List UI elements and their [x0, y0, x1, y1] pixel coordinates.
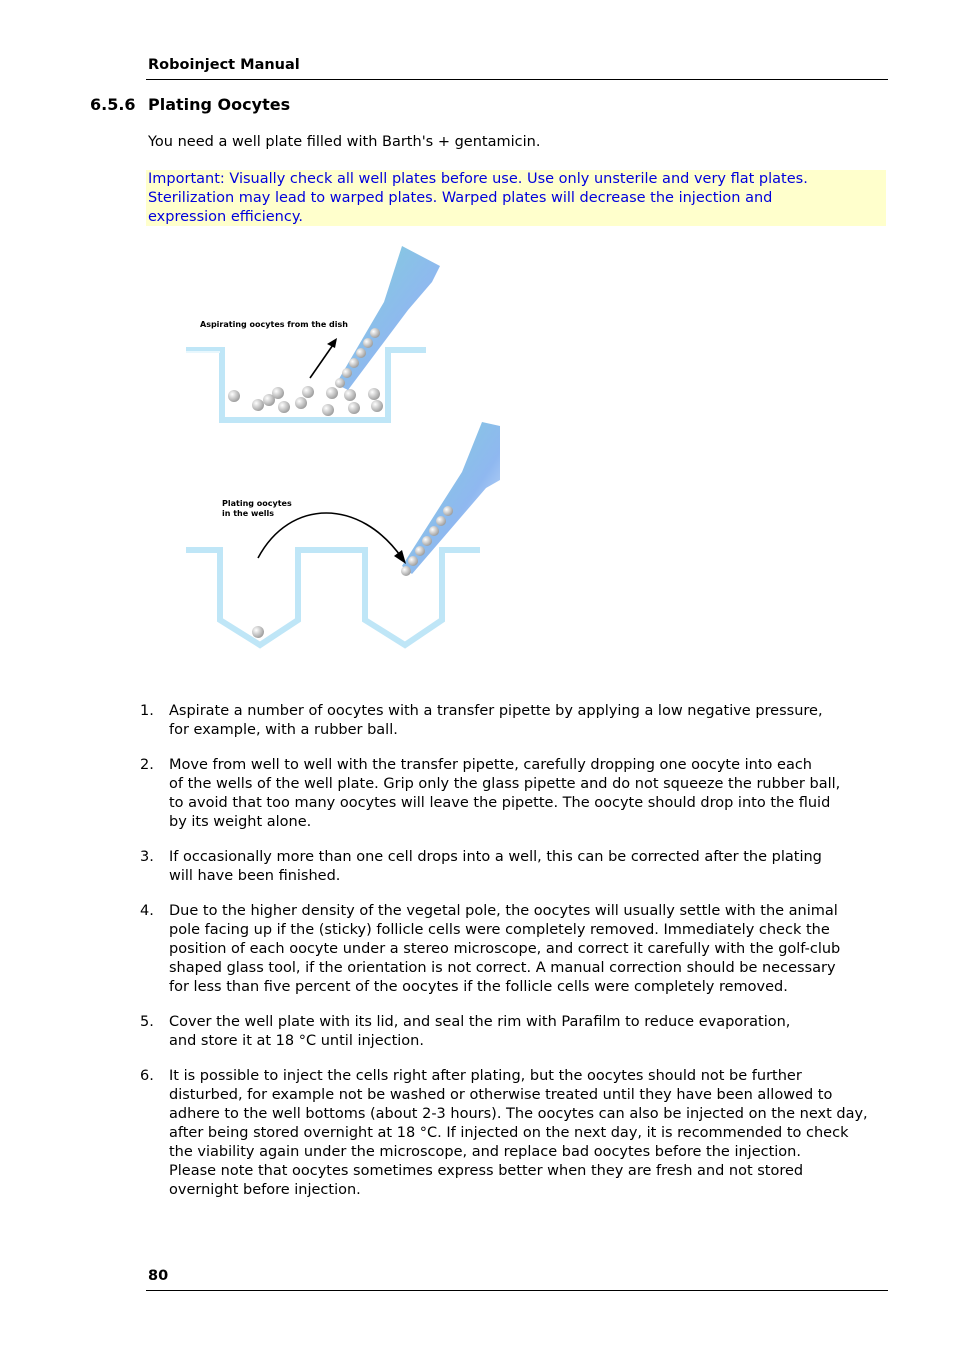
- note-line: Sterilization may lead to warped plates. Warped plates will decrease the injection and: [148, 190, 773, 206]
- step-line: disturbed, for example not be washed or otherwise treated until they have been allowed to: [169, 1087, 833, 1103]
- footer-rule: [146, 1290, 888, 1291]
- step-line: after being stored overnight at 18 °C. If injected on the next day, it is recommended to check: [169, 1125, 849, 1141]
- intro-paragraph: You need a well plate filled with Barth's + gentamicin.: [148, 134, 541, 150]
- page-number: 80: [148, 1268, 169, 1284]
- step-number: 6.: [140, 1068, 154, 1084]
- step-item: [140, 1067, 890, 1200]
- step-line: the viability again under the microscope, and replace bad oocytes before the injection.: [169, 1144, 801, 1160]
- step-line: shaped glass tool, if the orientation is not correct. A manual correction should be necessary: [169, 960, 836, 976]
- step-item: [140, 756, 890, 832]
- step-line: Aspirate a number of oocytes with a transfer pipette by applying a low negative pressure,: [169, 703, 823, 719]
- label-plating-line1: Plating oocytes: [222, 499, 292, 508]
- step-line: Move from well to well with the transfer pipette, carefully dropping one oocyte into each: [169, 757, 812, 773]
- label-plating-line2: in the wells: [222, 509, 275, 518]
- step-line: Due to the higher density of the vegetal pole, the oocytes will usually settle with the animal: [169, 903, 838, 919]
- step-item: [140, 1013, 890, 1051]
- running-header-title: Roboinject Manual: [148, 57, 300, 73]
- step-line: for example, with a rubber ball.: [169, 722, 398, 738]
- step-line: adhere to the well bottoms (about 2-3 hours). The oocytes can also be injected on the next day,: [169, 1106, 868, 1122]
- step-line: by its weight alone.: [169, 814, 312, 830]
- step-item: [140, 702, 890, 740]
- oocyte-in-well: [252, 626, 264, 638]
- oocytes-in-dish: [228, 386, 383, 416]
- step-line: Cover the well plate with its lid, and seal the rim with Parafilm to reduce evaporation,: [169, 1014, 791, 1030]
- important-note-box: [146, 170, 886, 226]
- section-title: Plating Oocytes: [148, 95, 291, 114]
- header-rule: [146, 79, 888, 80]
- step-item: [140, 902, 890, 997]
- step-line: overnight before injection.: [169, 1182, 361, 1198]
- step-line: pole facing up if the (sticky) follicle cells were completely removed. Immediately check the: [169, 922, 830, 938]
- section-heading: [90, 95, 290, 114]
- label-aspirating: Aspirating oocytes from the dish: [200, 320, 348, 329]
- step-line: of the wells of the well plate. Grip only the glass pipette and do not squeeze the rubber ball,: [169, 776, 841, 792]
- step-number: 4.: [140, 903, 154, 919]
- plating-illustration: [180, 240, 510, 660]
- step-line: and store it at 18 °C until injection.: [169, 1033, 424, 1049]
- step-line: will have been finished.: [169, 868, 341, 884]
- section-number: 6.5.6: [90, 95, 136, 114]
- note-line: Important: Visually check all well plates before use. Use only unsterile and very flat plates.: [148, 171, 808, 187]
- step-line: If occasionally more than one cell drops into a well, this can be corrected after the plating: [169, 849, 822, 865]
- step-item: [140, 848, 890, 886]
- well-plate-wells: [186, 550, 480, 645]
- procedure-steps: [140, 702, 890, 1200]
- aspirate-arrow: [310, 338, 337, 378]
- step-number: 2.: [140, 757, 154, 773]
- step-line: to avoid that too many oocytes will leave the pipette. The oocyte should drop into the fluid: [169, 795, 831, 811]
- step-number: 3.: [140, 849, 154, 865]
- step-number: 1.: [140, 703, 154, 719]
- plating-arrow: [258, 513, 406, 564]
- step-line: It is possible to inject the cells right after plating, but the oocytes should not be further: [169, 1068, 802, 1084]
- step-line: Please note that oocytes sometimes express better when they are fresh and not stored: [169, 1163, 804, 1179]
- step-line: for less than five percent of the oocytes if the follicle cells were completely removed.: [169, 979, 788, 995]
- step-number: 5.: [140, 1014, 154, 1030]
- petri-dish: [186, 350, 426, 420]
- note-line: expression efficiency.: [148, 209, 303, 225]
- step-line: position of each oocyte under a stereo microscope, and correct it carefully with the golf-club: [169, 941, 841, 957]
